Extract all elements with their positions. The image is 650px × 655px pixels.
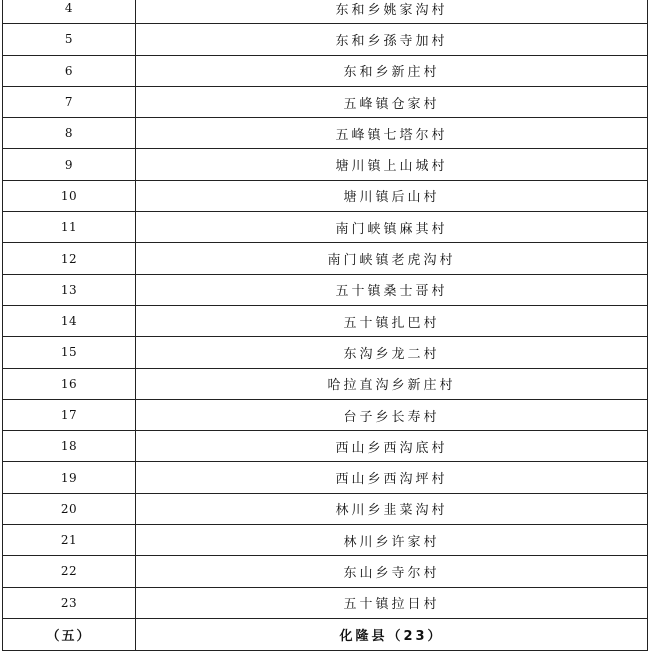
row-number: 16	[3, 368, 136, 399]
village-name: 东和乡姚家沟村	[136, 0, 648, 24]
village-name: 塘川镇后山村	[136, 180, 648, 211]
village-name: 东山乡寺尔村	[136, 556, 648, 587]
section-header-row	[3, 618, 648, 650]
table-row	[3, 149, 648, 180]
village-name: 五十镇拉日村	[136, 587, 648, 618]
village-list-table	[2, 0, 648, 651]
table-row	[3, 368, 648, 399]
table-row	[3, 399, 648, 430]
row-number: 12	[3, 243, 136, 274]
village-name: 台子乡长寿村	[136, 399, 648, 430]
village-name: 五十镇扎巴村	[136, 305, 648, 336]
section-title: 化隆县（23）	[136, 618, 648, 650]
table-body	[3, 0, 648, 650]
table-row	[3, 556, 648, 587]
table-row	[3, 493, 648, 524]
row-number: 5	[3, 24, 136, 55]
village-name: 林川乡许家村	[136, 525, 648, 556]
row-number: 10	[3, 180, 136, 211]
row-number: 8	[3, 118, 136, 149]
village-name: 南门峡镇老虎沟村	[136, 243, 648, 274]
row-number: 19	[3, 462, 136, 493]
table-row	[3, 587, 648, 618]
table-row	[3, 24, 648, 55]
village-name: 东和乡孫寺加村	[136, 24, 648, 55]
row-number: 11	[3, 212, 136, 243]
table-row	[3, 337, 648, 368]
row-number: 14	[3, 305, 136, 336]
village-name: 林川乡韭菜沟村	[136, 493, 648, 524]
village-name: 哈拉直沟乡新庄村	[136, 368, 648, 399]
row-number: 20	[3, 493, 136, 524]
village-name: 西山乡西沟底村	[136, 431, 648, 462]
row-number: 18	[3, 431, 136, 462]
table-row	[3, 305, 648, 336]
row-number: 6	[3, 55, 136, 86]
row-number: 21	[3, 525, 136, 556]
row-number: 4	[3, 0, 136, 24]
row-number: 17	[3, 399, 136, 430]
table-row	[3, 243, 648, 274]
village-name: 五峰镇仓家村	[136, 86, 648, 117]
table-row	[3, 86, 648, 117]
row-number: 7	[3, 86, 136, 117]
row-number: 22	[3, 556, 136, 587]
table-row	[3, 118, 648, 149]
village-name: 塘川镇上山城村	[136, 149, 648, 180]
table-row	[3, 180, 648, 211]
village-name: 南门峡镇麻其村	[136, 212, 648, 243]
row-number: 9	[3, 149, 136, 180]
table-row	[3, 431, 648, 462]
table-row	[3, 212, 648, 243]
row-number: 15	[3, 337, 136, 368]
village-name: 东沟乡龙二村	[136, 337, 648, 368]
village-name: 西山乡西沟坪村	[136, 462, 648, 493]
table-row	[3, 55, 648, 86]
village-name: 五十镇桑士哥村	[136, 274, 648, 305]
table-row	[3, 274, 648, 305]
row-number: 23	[3, 587, 136, 618]
village-name: 五峰镇七塔尔村	[136, 118, 648, 149]
table-row	[3, 462, 648, 493]
row-number: 13	[3, 274, 136, 305]
section-number: （五）	[3, 618, 136, 650]
village-name: 东和乡新庄村	[136, 55, 648, 86]
table-row	[3, 525, 648, 556]
table-row	[3, 0, 648, 24]
